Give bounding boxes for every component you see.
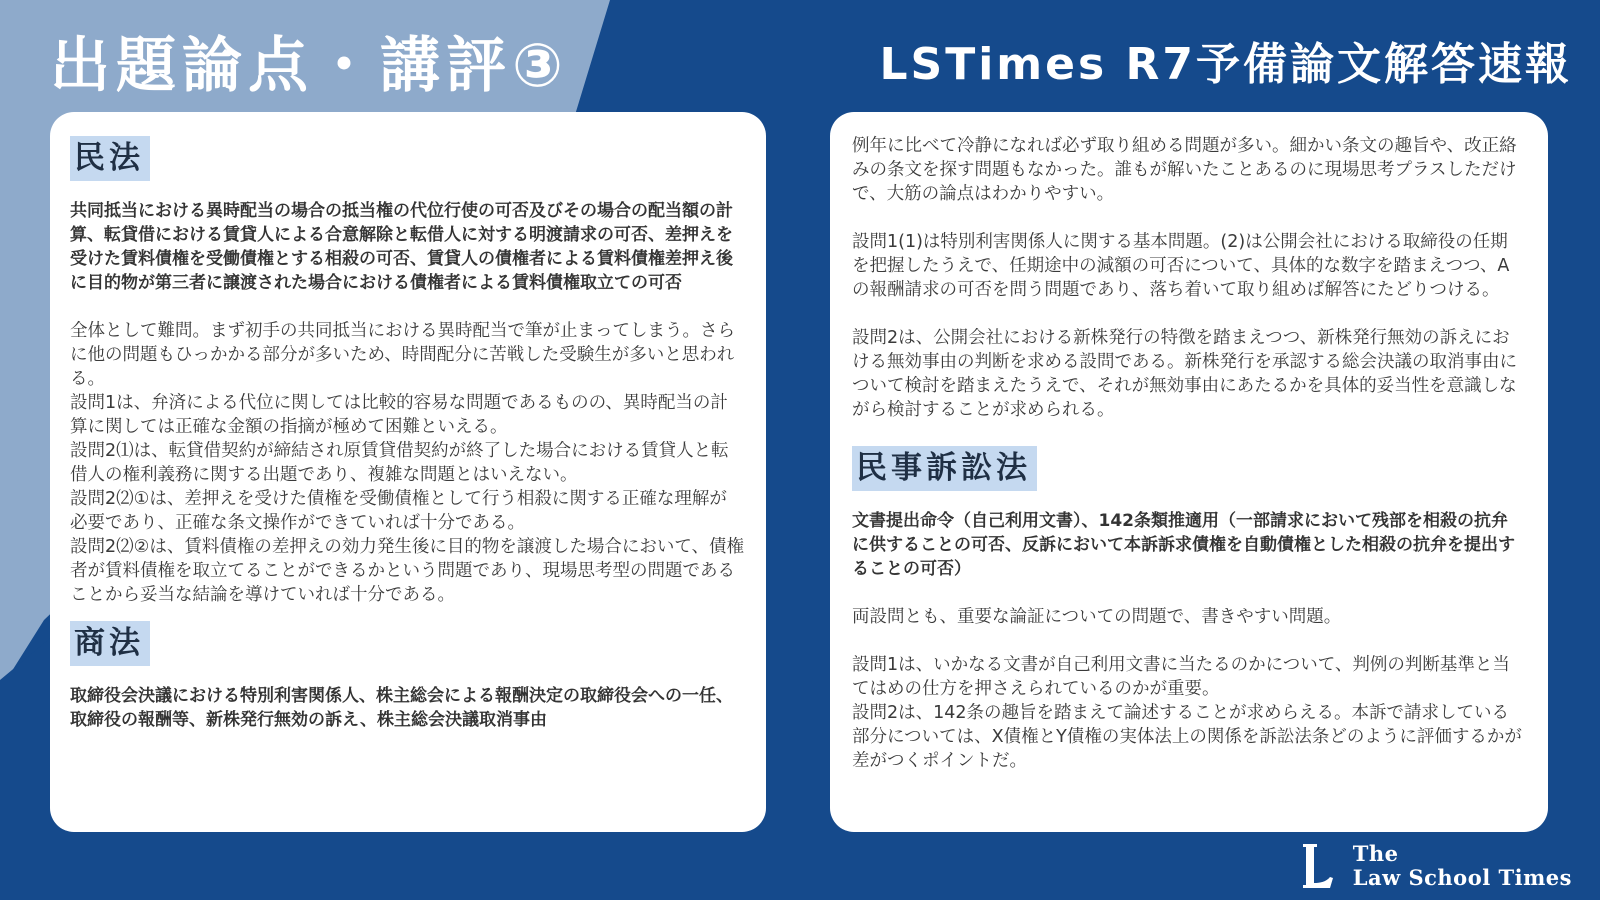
spacer [852,422,1524,446]
civil-law-review-q1: 設問1は、弁済による代位に関しては比較的容易な問題であるものの、異時配当の計算に関しては正確な金額の指摘が極めて困難といえる。 [70,393,728,438]
page-title: 出題論点・講評③ [50,31,569,101]
spacer [852,629,1524,653]
civil-procedure-topics: 文書提出命令（自己利用文書）、142条類推適用（一部請求において残部を相殺の抗弁に供することの可否、反訴において本訴訴求債権を自動債権とした相殺の抗弁を提出することの可否） [852,511,1515,580]
logo-wordmark [1353,842,1572,890]
commercial-law-review-q1: 設問1(1)は特別利害関係人に関する基本問題。(2)は公開会社における取締役の任期を把握したうえで、任期途中の減額の可否について、具体的な数字を踏まえつつ、Aの報酬請求の可否を問う問題であり、落ち着いて取り組めば解答にたどりつける。 [852,232,1510,300]
page-subtitle: LSTimes R7予備論文解答速報 [879,39,1572,90]
spacer [852,581,1524,605]
section-heading-commercial-law: 商法 [70,621,150,666]
law-school-times-logo [1295,840,1572,892]
logo-line-1: The [1352,841,1399,866]
civil-law-review-q2-2-2: 設問2⑵②は、賃料債権の差押えの効力発生後に目的物を譲渡した場合において、債権者が賃料債権を取立てることができるかという問題であり、現場思考型の問題であることから妥当な結論を導けていれば十分である。 [70,537,744,606]
civil-procedure-review-q1: 設問1は、いかなる文書が自己利用文書に当たるのかについて、判例の判断基準と当てはめの仕方を押さえられているのかが重要。 [852,655,1510,700]
commercial-law-topics: 取締役会決議における特別利害関係人、株主総会による報酬決定の取締役会への一任、取締役の報酬等、新株発行無効の訴え、株主総会決議取消事由 [70,686,733,731]
logo-line-2: Law School Times [1352,865,1572,890]
civil-law-review-q2-2-1: 設問2⑵①は、差押えを受けた債権を受働債権として行う相殺に関する正確な理解が必要であり、正確な条文操作ができていれば十分である。 [70,489,727,534]
section-heading-civil-procedure: 民事訴訟法 [852,446,1037,491]
civil-law-review-q2-1: 設問2⑴は、転貸借契約が締結され原賃貸借契約が終了した場合における賃貸人と転借人の権利義務に関する出題であり、複雑な問題とはいえない。 [70,441,729,486]
commercial-law-review-q2: 設問2は、公開会社における新株発行の特徴を踏まえつつ、新株発行無効の訴えにおける無効事由の判断を求める設問である。新株発行を承認する総会決議の取消事由について検討を踏まえたうえで、それが無効事由にあたるかを具体的妥当性を意識しながら検討することが求められる。 [852,328,1517,420]
spacer [852,206,1524,230]
civil-law-topics: 共同抵当における異時配当の場合の抵当権の代位行使の可否及びその場合の配当額の計算、転貸借における賃貸人による合意解除と転借人に対する明渡請求の可否、差押えを受けた賃料債権を受働債権とする相殺の可否、賃貸人の債権者による賃料債権差押え後に目的物が第三者に譲渡された場合における債権者による賃料債権取立ての可否 [70,201,733,294]
spacer [852,302,1524,326]
spacer [70,295,744,319]
commercial-law-review-overview: 例年に比べて冷静になれば必ず取り組める問題が多い。細かい条文の趣旨や、改正絡みの条文を探す問題もなかった。誰もが解いたことあるのに現場思考プラスしただけで、大筋の論点はわかりやすい。 [852,136,1517,204]
section-heading-civil-law: 民法 [70,136,150,181]
letter-l-logo-icon [1295,840,1339,892]
right-content-card [830,112,1548,832]
civil-law-review-overview: 全体として難問。まず初手の共同抵当における異時配当で筆が止まってしまう。さらに他の問題もひっかかる部分が多いため、時間配分に苦戦した受験生が多いと思われる。 [70,321,735,390]
spacer [70,607,744,621]
civil-procedure-review-overview: 両設問とも、重要な論証についての問題で、書きやすい問題。 [852,607,1342,628]
civil-procedure-review-q2: 設問2は、142条の趣旨を踏まえて論述することが求めらえる。本訴で請求している部分については、X債権とY債権の実体法上の関係を訴訟法条どのように評価するかが差がつくポイントだ。 [852,703,1522,772]
left-content-card [50,112,766,832]
